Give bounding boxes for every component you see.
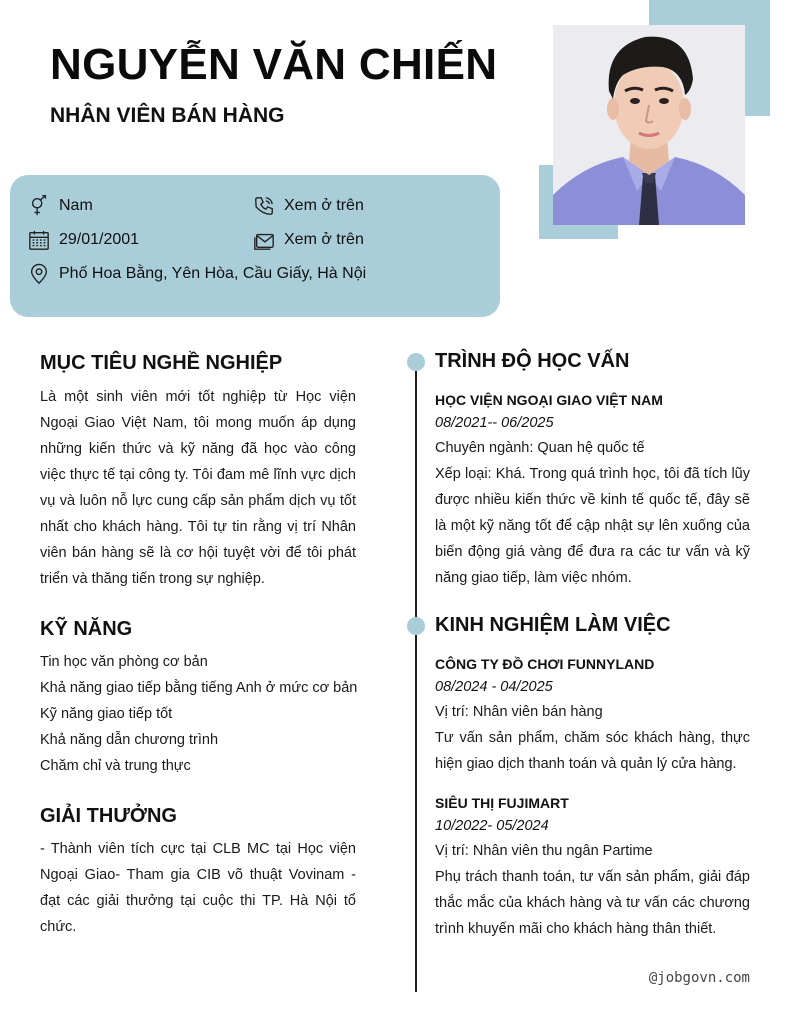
experience-heading: KINH NGHIỆM LÀM VIỆC	[435, 614, 671, 636]
phone-row	[253, 195, 364, 217]
awards-text: - Thành viên tích cực tại CLB MC tại Học viện Ngoại Giao- Tham gia CIB võ thuật Vovinam - đạt các giải thưởng tại cuộc thi TP. Hà Nội tổ chức.	[40, 841, 356, 935]
job-description: Phụ trách thanh toán, tư vấn sản phẩm, giải đáp thắc mắc của khách hàng và tư vấn các chương trình khuyến mãi cho khách hàng thân thiết.	[435, 869, 750, 937]
address-value: Phố Hoa Bằng, Yên Hòa, Cầu Giấy, Hà Nội	[59, 265, 367, 282]
job-position: Vị trí: Nhân viên bán hàng	[435, 704, 603, 720]
list-item: Khả năng giao tiếp bằng tiếng Anh ở mức cơ bản	[40, 680, 358, 696]
skills-heading: KỸ NĂNG	[40, 618, 133, 640]
job-period: 08/2024 - 04/2025	[435, 679, 553, 695]
job-company: SIÊU THỊ FUJIMART	[435, 795, 569, 811]
candidate-name: NGUYỄN VĂN CHIẾN	[50, 40, 498, 89]
list-item: Tin học văn phòng cơ bản	[40, 654, 208, 670]
job-position: Vị trí: Nhân viên thu ngân Partime	[435, 843, 653, 859]
awards-heading: GIẢI THƯỞNG	[40, 805, 177, 827]
job-period: 10/2022- 05/2024	[435, 818, 549, 834]
list-item: Kỹ năng giao tiếp tốt	[40, 706, 173, 722]
objective-text: Là một sinh viên mới tốt nghiệp từ Học viện Ngoại Giao Việt Nam, tôi mong muốn áp dụng những kiến thức và kỹ năng đã học vào công việc thực tế tại công ty. Tôi đam mê lĩnh vực dịch vụ và luôn nỗ lực cung cấp sản phẩm dịch vụ tốt nhất cho khách hàng. Tôi tự tin rằng vị trí Nhân viên bán hàng sẽ là cơ hội tuyệt vời để tôi phát triển và thăng tiến trong sự nghiệp.	[40, 389, 356, 587]
email-value: Xem ở trên	[284, 231, 364, 248]
education-school: HỌC VIỆN NGOẠI GIAO VIỆT NAM	[435, 392, 663, 408]
watermark: @jobgovn.com	[648, 970, 750, 986]
birthday-row	[28, 229, 139, 251]
gender-row	[28, 195, 93, 217]
education-description: Xếp loại: Khá. Trong quá trình học, tôi đã tích lũy được nhiều kiến thức về kinh tế quốc tế, đây sẽ là một kỹ năng tốt để cập nhật sự lên xuống của biến động giá vàng để đưa ra các tư vấn và kỹ năng giao tiếp, làm việc nhóm.	[435, 466, 750, 586]
profile-photo	[553, 25, 745, 225]
objective-heading: MỤC TIÊU NGHỀ NGHIỆP	[40, 352, 283, 374]
education-heading: TRÌNH ĐỘ HỌC VẤN	[435, 350, 630, 372]
education-period: 08/2021-- 06/2025	[435, 415, 554, 431]
education-major: Chuyên ngành: Quan hệ quốc tế	[435, 440, 645, 456]
gender-icon	[28, 195, 50, 217]
address-row	[28, 263, 366, 285]
job-description: Tư vấn sản phẩm, chăm sóc khách hàng, thực hiện giao dịch thanh toán và quản lý cửa hàng.	[435, 730, 750, 772]
email-row	[253, 229, 364, 251]
birthday-value: 29/01/2001	[59, 231, 140, 248]
timeline-dot-education	[407, 353, 425, 371]
list-item: Chăm chỉ và trung thực	[40, 758, 191, 774]
timeline-line	[415, 362, 417, 992]
timeline-dot-experience	[407, 617, 425, 635]
contact-info-box	[10, 175, 500, 317]
mail-icon	[253, 229, 275, 251]
phone-value: Xem ở trên	[284, 197, 364, 214]
location-pin-icon	[28, 263, 50, 285]
skills-list	[40, 649, 370, 779]
gender-value: Nam	[59, 197, 93, 214]
job-company: CÔNG TY ĐỒ CHƠI FUNNYLAND	[435, 656, 655, 672]
phone-icon	[253, 195, 275, 217]
list-item: Khả năng dẫn chương trình	[40, 732, 219, 748]
calendar-icon	[28, 229, 50, 251]
candidate-role: NHÂN VIÊN BÁN HÀNG	[50, 104, 285, 127]
